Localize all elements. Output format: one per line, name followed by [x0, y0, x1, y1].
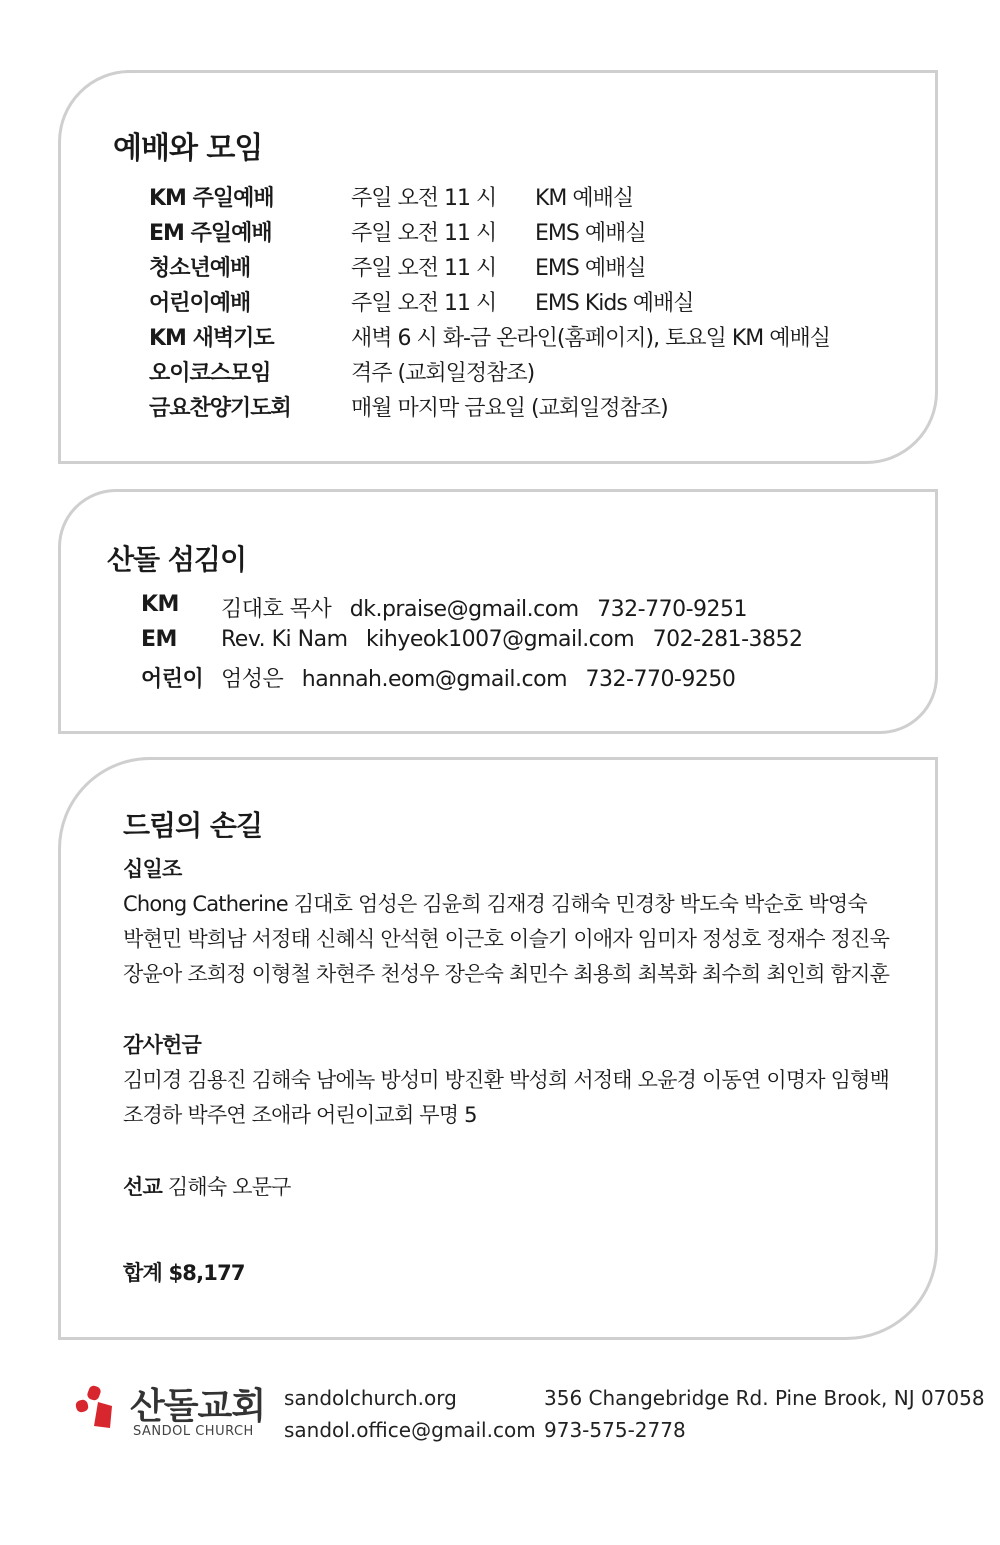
church-name: 산돌교회: [130, 1386, 266, 1427]
thanks-names-line: 조경하 박주연 조애라 어린이교회 무명 5: [123, 1103, 477, 1127]
service-name: 어린이예배: [149, 291, 251, 316]
staff-role: EM: [141, 627, 177, 652]
service-time: 격주 (교회일정참조): [351, 361, 535, 386]
service-name: EM 주일예배: [149, 221, 272, 246]
staff-email[interactable]: dk.praise@gmail.com: [349, 597, 579, 622]
service-time: 새벽 6 시 화-금 온라인(홈페이지), 토요일 KM 예배실: [351, 326, 830, 351]
staff-title: 산돌 섬김이: [107, 543, 246, 576]
staff-name: 김대호 목사: [221, 597, 332, 622]
tithe-names-line: Chong Catherine 김대호 엄성은 김윤희 김재경 김해숙 민경창 박도숙 박순호 박영숙: [123, 892, 867, 916]
worship-card: [58, 70, 938, 464]
service-time: 주일 오전 11 시: [351, 256, 497, 281]
tithe-heading: 십일조: [123, 857, 182, 881]
service-time: 주일 오전 11 시: [351, 291, 497, 316]
service-place: EMS 예배실: [535, 256, 646, 281]
service-name: 오이코스모임: [149, 361, 271, 386]
footer: [0, 1378, 1000, 1448]
staff-phone: 702-281-3852: [652, 627, 803, 652]
office-email-link[interactable]: sandol.office@gmail.com: [284, 1418, 536, 1442]
staff-name: 엄성은: [221, 667, 284, 692]
church-name-english: SANDOL CHURCH: [133, 1424, 254, 1439]
offering-card: [58, 757, 938, 1340]
service-name: KM 새벽기도: [149, 326, 274, 351]
staff-email[interactable]: hannah.eom@gmail.com: [301, 667, 568, 692]
service-name: 청소년예배: [149, 256, 251, 281]
service-name: 금요찬양기도회: [149, 396, 291, 421]
staff-phone: 732-770-9250: [585, 667, 736, 692]
staff-name: Rev. Ki Nam: [221, 627, 348, 652]
church-logo-icon: [74, 1384, 118, 1432]
service-place: EMS 예배실: [535, 221, 646, 246]
mission-heading: 선교: [123, 1175, 162, 1199]
service-name: KM 주일예배: [149, 186, 274, 211]
service-time: 매월 마지막 금요일 (교회일정참조): [351, 396, 668, 421]
offering-title: 드림의 손길: [123, 809, 262, 842]
tithe-names-line: 장윤아 조희정 이형철 차현주 천성우 장은숙 최민수 최용희 최복화 최수희 최인희 함지훈: [123, 962, 890, 986]
service-time: 주일 오전 11 시: [351, 221, 497, 246]
thanks-heading: 감사헌금: [123, 1033, 201, 1057]
service-place: KM 예배실: [535, 186, 634, 211]
website-link[interactable]: sandolchurch.org: [284, 1386, 457, 1410]
service-time: 주일 오전 11 시: [351, 186, 497, 211]
staff-role: KM: [141, 592, 179, 617]
worship-title: 예배와 모임: [113, 131, 263, 166]
tithe-names-line: 박현민 박희남 서정태 신혜식 안석현 이근호 이슬기 이애자 임미자 정성호 정재수 정진욱: [123, 927, 890, 951]
footer-contact-web: [284, 1382, 536, 1446]
offering-total: 합계 $8,177: [123, 1261, 245, 1285]
staff-card: [58, 489, 938, 734]
staff-email[interactable]: kihyeok1007@gmail.com: [366, 627, 635, 652]
church-phone: 973-575-2778: [544, 1418, 686, 1442]
staff-role: 어린이: [141, 667, 204, 692]
mission-names: 김해숙 오문구: [167, 1175, 291, 1199]
tithe-section: [123, 852, 903, 992]
church-address: 356 Changebridge Rd. Pine Brook, NJ 07058: [544, 1386, 985, 1410]
footer-contact-address: [544, 1382, 985, 1446]
thanks-names-line: 김미경 김용진 김해숙 남에녹 방성미 방진환 박성희 서정태 오윤경 이동연 이명자 임형백: [123, 1068, 890, 1092]
staff-phone: 732-770-9251: [597, 597, 748, 622]
mission-section: [123, 1170, 903, 1205]
thanks-section: [123, 1028, 903, 1133]
service-place: EMS Kids 예배실: [535, 291, 694, 316]
